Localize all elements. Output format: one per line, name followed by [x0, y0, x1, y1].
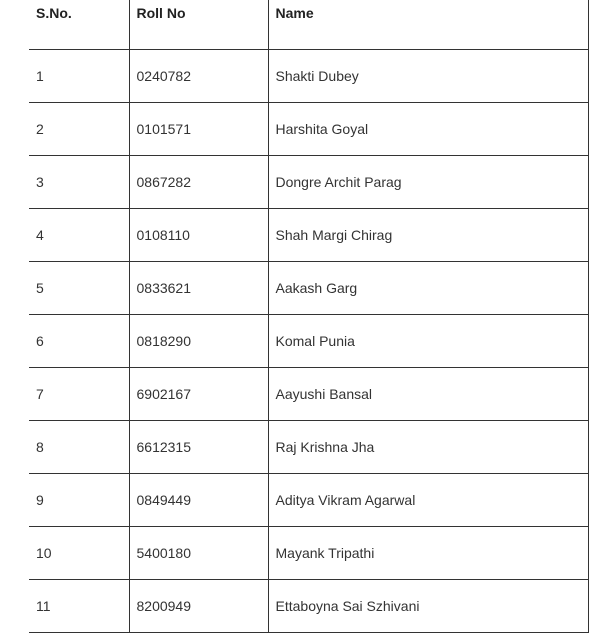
cell-name: Ettaboyna Sai Szhivani — [268, 579, 588, 632]
cell-name: Mayank Tripathi — [268, 526, 588, 579]
table-row — [29, 579, 588, 632]
table-row — [29, 261, 588, 314]
cell-sno: 3 — [29, 155, 129, 208]
cell-name: Raj Krishna Jha — [268, 420, 588, 473]
cell-roll-no: 8200949 — [129, 579, 268, 632]
cell-name: Aditya Vikram Agarwal — [268, 473, 588, 526]
table-row — [29, 155, 588, 208]
cell-roll-no: 6902167 — [129, 367, 268, 420]
cell-sno: 9 — [29, 473, 129, 526]
cell-roll-no: 0867282 — [129, 155, 268, 208]
cell-name: Aakash Garg — [268, 261, 588, 314]
cell-roll-no: 0101571 — [129, 102, 268, 155]
header-sno: S.No. — [29, 0, 129, 49]
cell-roll-no: 0818290 — [129, 314, 268, 367]
cell-name: Dongre Archit Parag — [268, 155, 588, 208]
table-row — [29, 473, 588, 526]
cell-roll-no: 0108110 — [129, 208, 268, 261]
table-header-row — [29, 0, 588, 49]
cell-sno: 7 — [29, 367, 129, 420]
table-row — [29, 367, 588, 420]
cell-sno: 8 — [29, 420, 129, 473]
cell-roll-no: 0240782 — [129, 49, 268, 102]
table-row — [29, 49, 588, 102]
cell-sno: 11 — [29, 579, 129, 632]
cell-name: Komal Punia — [268, 314, 588, 367]
cell-roll-no: 6612315 — [129, 420, 268, 473]
table-row — [29, 102, 588, 155]
table-row — [29, 420, 588, 473]
cell-sno: 10 — [29, 526, 129, 579]
cell-name: Harshita Goyal — [268, 102, 588, 155]
cell-sno: 1 — [29, 49, 129, 102]
header-roll-no: Roll No — [129, 0, 268, 49]
cell-roll-no: 5400180 — [129, 526, 268, 579]
header-name: Name — [268, 0, 588, 49]
cell-sno: 5 — [29, 261, 129, 314]
table-row — [29, 526, 588, 579]
cell-roll-no: 0849449 — [129, 473, 268, 526]
results-table-container — [29, 0, 588, 633]
table-row — [29, 314, 588, 367]
cell-sno: 6 — [29, 314, 129, 367]
cell-name: Shakti Dubey — [268, 49, 588, 102]
table-row — [29, 208, 588, 261]
cell-sno: 4 — [29, 208, 129, 261]
cell-name: Shah Margi Chirag — [268, 208, 588, 261]
cell-sno: 2 — [29, 102, 129, 155]
cell-roll-no: 0833621 — [129, 261, 268, 314]
results-table — [29, 0, 589, 633]
cell-name: Aayushi Bansal — [268, 367, 588, 420]
